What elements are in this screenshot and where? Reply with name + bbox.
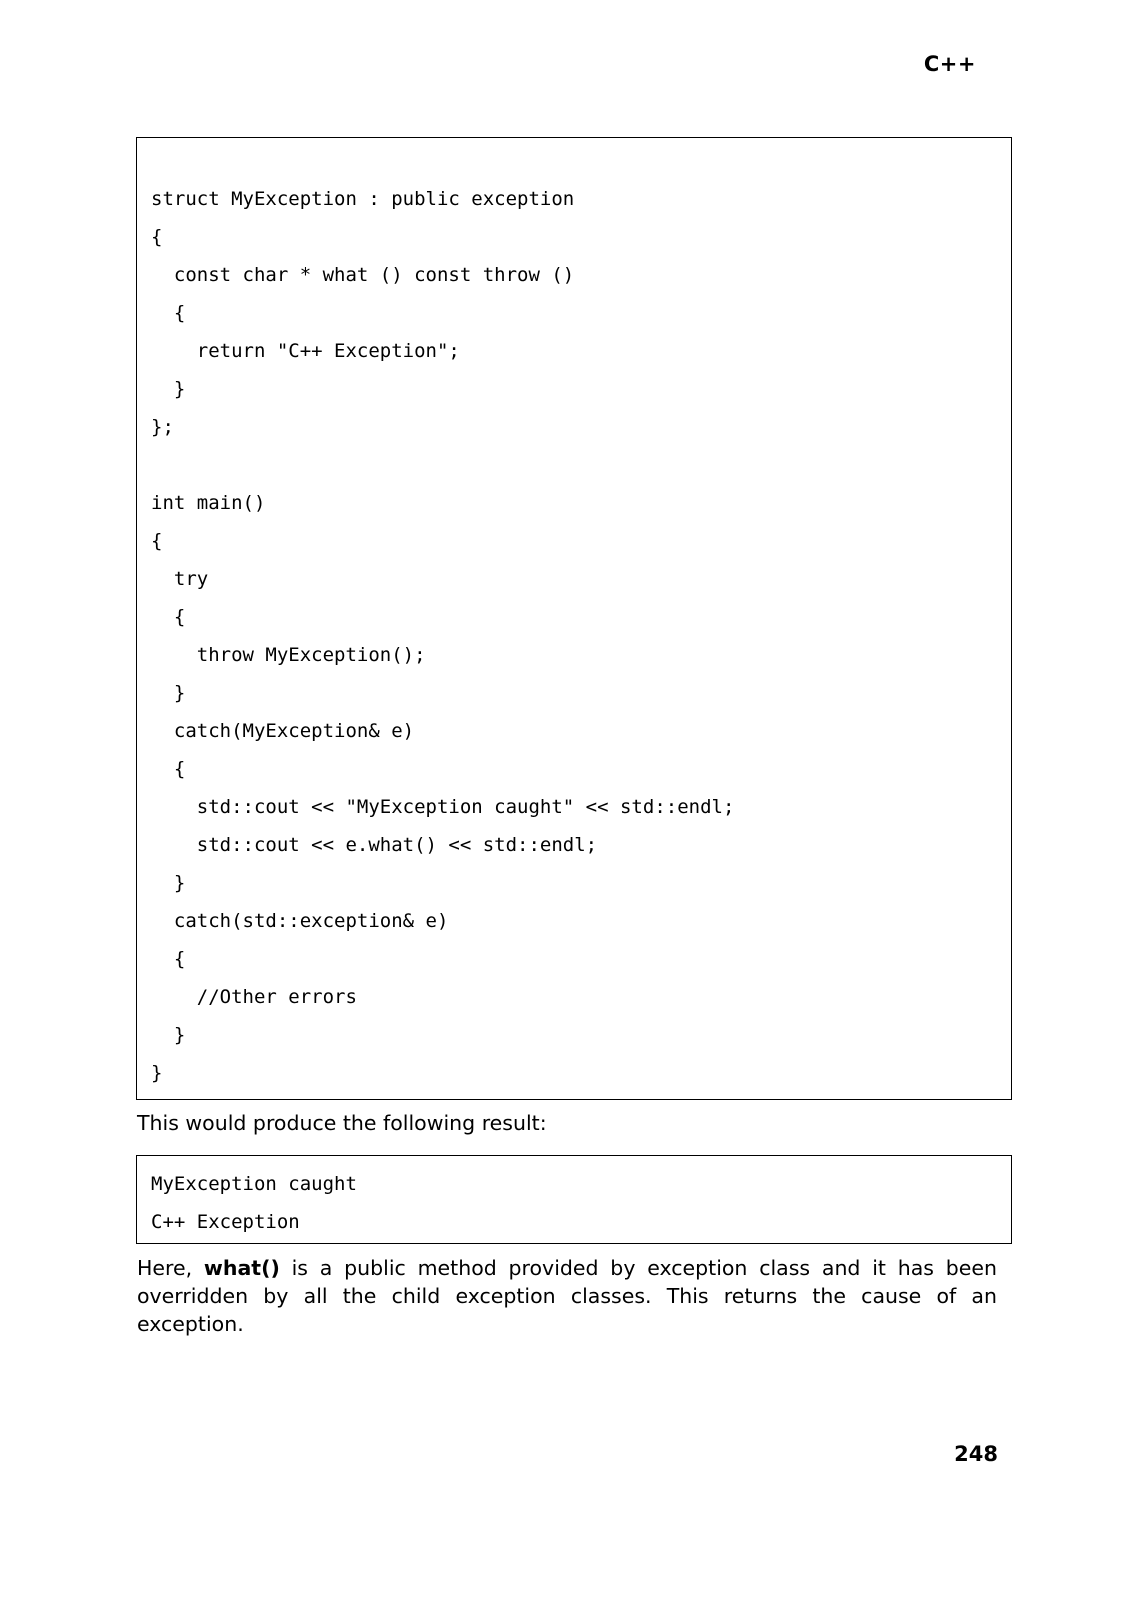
code-line: std::cout << e.what() << std::endl;: [151, 834, 598, 856]
explanation-prefix: Here,: [137, 1256, 204, 1280]
code-line: }: [151, 1062, 163, 1084]
code-line: };: [151, 416, 174, 438]
code-line: struct MyException : public exception: [151, 188, 575, 210]
output-listing: [136, 1155, 1012, 1244]
code-line: return "C++ Exception";: [151, 340, 460, 362]
intro-paragraph: This would produce the following result:: [137, 1111, 547, 1135]
code-line: {: [151, 226, 163, 248]
code-line: {: [151, 530, 163, 552]
code-line: const char * what () const throw (): [151, 264, 575, 286]
code-line: catch(std::exception& e): [151, 910, 449, 932]
code-line: {: [151, 948, 186, 970]
code-line: {: [151, 302, 186, 324]
code-line: {: [151, 758, 186, 780]
page-number: 248: [954, 1442, 998, 1466]
output-line: C++ Exception: [151, 1211, 300, 1233]
code-line: {: [151, 606, 186, 628]
code-line: int main(): [151, 492, 266, 514]
explanation-paragraph: [137, 1254, 997, 1338]
code-line: }: [151, 872, 186, 894]
code-line: throw MyException();: [151, 644, 426, 666]
code-line: }: [151, 378, 186, 400]
explanation-suffix: is a public method provided by exception class and it has been overridden by all the child exception classes. This returns the cause of an exception.: [137, 1256, 997, 1336]
code-listing: [136, 137, 1012, 1100]
code-line-blank: [151, 446, 1011, 484]
code-line: }: [151, 1024, 186, 1046]
code-line: }: [151, 682, 186, 704]
page-header-title: C++: [923, 52, 976, 76]
code-line: catch(MyException& e): [151, 720, 415, 742]
code-line: //Other errors: [151, 986, 357, 1008]
output-line: MyException caught: [151, 1173, 357, 1195]
code-line: std::cout << "MyException caught" << std::endl;: [151, 796, 735, 818]
explanation-keyword: what(): [203, 1256, 280, 1280]
code-line: try: [151, 568, 209, 590]
